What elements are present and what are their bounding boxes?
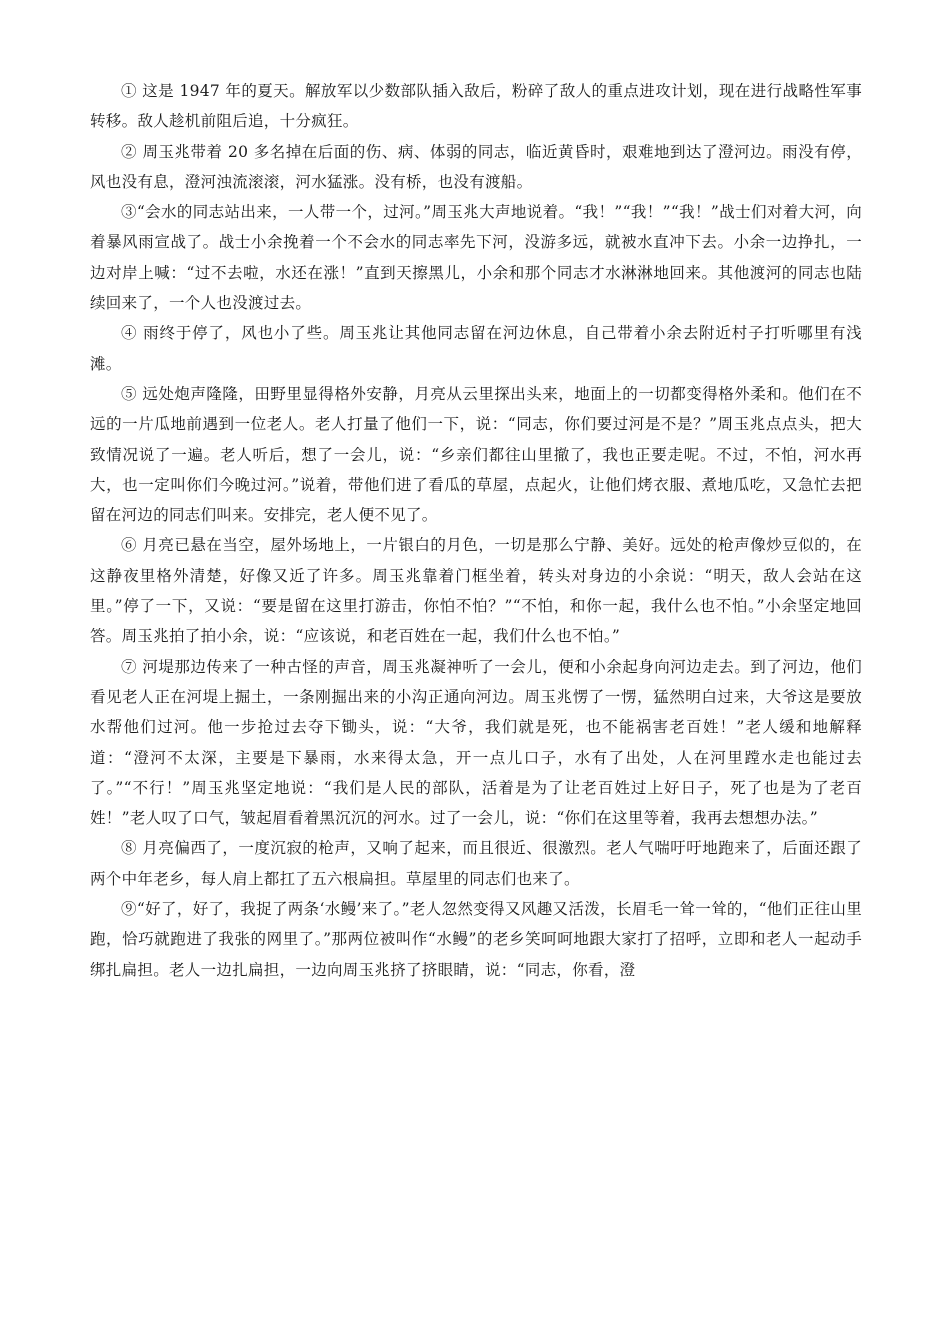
paragraph-4: ④ 雨终于停了，风也小了些。周玉兆让其他同志留在河边休息，自己带着小余去附近村子打听哪里有浅滩。 <box>90 324 862 373</box>
paragraph-1: ① 这是 1947 年的夏天。解放军以少数部队插入敌后，粉碎了敌人的重点进攻计划，现在进行战略性军事转移。敌人趁机前阻后追，十分疯狂。 <box>90 82 862 131</box>
paragraph-6: ⑥ 月亮已悬在当空，屋外场地上，一片银白的月色，一切是那么宁静、美好。远处的枪声像炒豆似的，在这静夜里格外清楚，好像又近了许多。周玉兆靠着门框坐着，转头对身边的小余说：“明天，敌人会站在这里。”停了一下，又说：“要是留在这里打游击，你怕不怕？”“不怕，和你一起，我什么也不怕。”小余坚定地回答。周玉兆拍了拍小余，说：“应该说，和老百姓在一起，我们什么也不怕。” <box>90 536 862 646</box>
paragraph-3: ③“会水的同志站出来，一人带一个，过河。”周玉兆大声地说着。“我！”“我！”“我！”战士们对着大河，向着暴风雨宣战了。战士小余挽着一个不会水的同志率先下河，没游多远，就被水直冲下去。小余一边挣扎，一边对岸上喊：“过不去啦，水还在涨！”直到天擦黑儿，小余和那个同志才水淋淋地回来。其他渡河的同志也陆续回来了，一个人也没渡过去。 <box>90 203 862 313</box>
story-text <box>90 76 862 985</box>
paragraph-5: ⑤ 远处炮声隆隆，田野里显得格外安静，月亮从云里探出头来，地面上的一切都变得格外柔和。他们在不远的一片瓜地前遇到一位老人。老人打量了他们一下，说：“同志，你们要过河是不是？”周玉兆点点头，把大致情况说了一遍。老人听后，想了一会儿，说：“乡亲们都往山里撤了，我也正要走呢。不过，不怕，河水再大，也一定叫你们今晚过河。”说着，带他们进了看瓜的草屋，点起火，让他们烤衣服、煮地瓜吃，又急忙去把留在河边的同志们叫来。安排完，老人便不见了。 <box>90 384 862 525</box>
paragraph-9: ⑨“好了，好了，我捉了两条‘水鳗’来了。”老人忽然变得又风趣又活泼，长眉毛一耸一耸的，“他们正往山里跑，恰巧就跑进了我张的网里了。”那两位被叫作“水鳗”的老乡笑呵呵地跟大家打了招呼，立即和老人一起动手绑扎扁担。老人一边扎扁担，一边向周玉兆挤了挤眼睛，说：“同志，你看，澄 <box>90 900 862 979</box>
paragraph-8: ⑧ 月亮偏西了，一度沉寂的枪声，又响了起来，而且很近、很激烈。老人气喘吁吁地跑来了，后面还跟了两个中年老乡，每人肩上都扛了五六根扁担。草屋里的同志们也来了。 <box>90 839 862 888</box>
paragraph-7: ⑦ 河堤那边传来了一种古怪的声音，周玉兆凝神听了一会儿，便和小余起身向河边走去。到了河边，他们看见老人正在河堤上掘土，一条刚掘出来的小沟正通向河边。周玉兆愣了一愣，猛然明白过来，大爷这是要放水帮他们过河。他一步抢过去夺下锄头，说：“大爷，我们就是死，也不能祸害老百姓！”老人缓和地解释道：“澄河不太深，主要是下暴雨，水来得太急，开一点儿口子，水有了出处，人在河里蹚水走也能过去了。”“不行！”周玉兆坚定地说：“我们是人民的部队，活着是为了让老百姓过上好日子，死了也是为了老百姓！”老人叹了口气，皱起眉看着黑沉沉的河水。过了一会儿，说：“你们在这里等着，我再去想想办法。” <box>90 657 862 828</box>
paragraph-2: ② 周玉兆带着 20 多名掉在后面的伤、病、体弱的同志，临近黄昏时，艰难地到达了澄河边。雨没有停，风也没有息，澄河浊流滚滚，河水猛涨。没有桥，也没有渡船。 <box>90 142 862 191</box>
